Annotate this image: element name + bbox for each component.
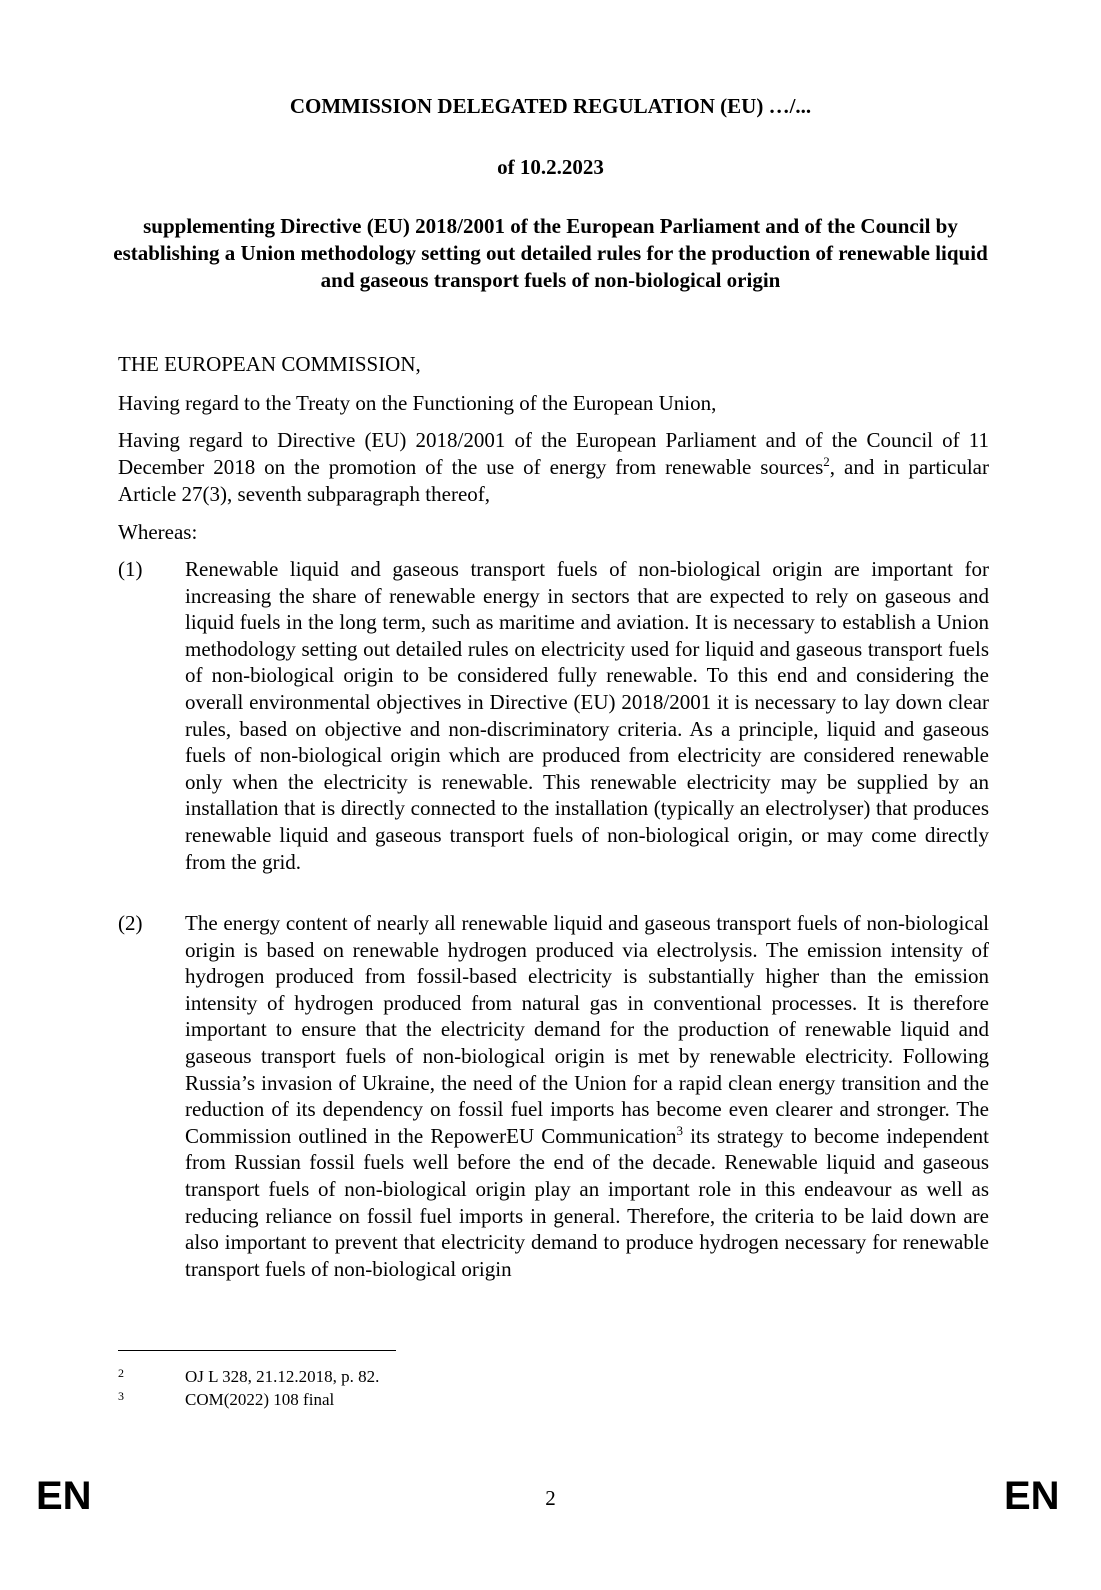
- commission-heading: THE EUROPEAN COMMISSION,: [118, 352, 421, 376]
- footnote-number: 3: [118, 1389, 124, 1403]
- recital-number: (2): [118, 911, 143, 935]
- whereas-heading: Whereas:: [118, 520, 198, 544]
- directive-citation-text-end: , and in particular Article 27(3), seventh subparagraph thereof,: [118, 455, 990, 506]
- recital-text-part: The energy content of nearly all renewable liquid and gaseous transport fuels of non-biological origin is based on renewable hydrogen produced via electrolysis. The emission intensity of hydrogen produced from fossil-based electricity is substantially higher than the emission intensity of hydrogen produced from natural gas in conventional processes. It is therefore important to ensure that the electricity demand for the production of renewable liquid and gaseous transport fuels of non-biological origin is met by renewable electricity. Following Russia’s invasion of Ukraine, the need of the Union for a rapid clean energy transition and the reduction of its dependency on fossil fuel imports has become even clearer and stronger. The Commission outlined in the RepowerEU Communication: [185, 911, 989, 1148]
- recital-text: [185, 910, 989, 1282]
- page-number: 2: [545, 1486, 556, 1510]
- document-date: of 10.2.2023: [497, 155, 604, 179]
- language-label-left: EN: [36, 1474, 92, 1518]
- recital-text: Renewable liquid and gaseous transport fuels of non-biological origin are important for increasing the share of renewable energy in sectors that are expected to rely on gaseous and liquid fuels in the long term, such as maritime and aviation. It is necessary to establish a Union methodology setting out detailed rules on electricity used for liquid and gaseous transport fuels of non-biological origin to be considered fully renewable. To this end and considering the overall environmental objectives in Directive (EU) 2018/2001 it is necessary to lay down clear rules, based on objective and non-discriminatory criteria. As a principle, liquid and gaseous fuels of non-biological origin which are produced from electricity are considered renewable only when the electricity is renewable. This renewable electricity may be supplied by an installation that is directly connected to the installation (typically an electrolyser) that produces renewable liquid and gaseous transport fuels of non-biological origin, or may come directly from the grid.: [185, 557, 989, 874]
- directive-citation: [118, 427, 989, 508]
- treaty-citation: Having regard to the Treaty on the Functioning of the European Union,: [118, 391, 717, 415]
- document-title: COMMISSION DELEGATED REGULATION (EU) …/...: [289, 94, 812, 118]
- footnote-text: COM(2022) 108 final: [185, 1390, 335, 1409]
- recital-text-part-end: its strategy to become independent from Russian fossil fuels well before the end of the decade. Renewable liquid and gaseous transport fuels of non-biological origin play an important role in this endeavour as well as reducing reliance on fossil fuel imports in general. Therefore, the criteria to be laid down are also important to prevent that electricity demand to produce hydrogen necessary for renewable transport fuels of non-biological origin: [185, 1123, 989, 1281]
- recital-number: (1): [118, 557, 143, 581]
- footnote-ref-3[interactable]: 3: [676, 1122, 684, 1138]
- footnote-ref-2[interactable]: 2: [823, 454, 830, 469]
- directive-citation-text: Having regard to Directive (EU) 2018/2001 of the European Parliament and of the Council of 11 December 2018 on the promotion of the use of energy from renewable sources: [118, 428, 989, 479]
- language-label-right: EN: [1004, 1474, 1060, 1518]
- footnote-number: 2: [118, 1366, 124, 1380]
- footnote-text: OJ L 328, 21.12.2018, p. 82.: [185, 1367, 380, 1386]
- footnote-separator: [118, 1350, 396, 1351]
- document-subtitle: supplementing Directive (EU) 2018/2001 of the European Parliament and of the Council by establishing a Union methodology setting out detailed rules for the production of renewable liquid and gaseous transport fuels of non-biological origin: [113, 214, 988, 292]
